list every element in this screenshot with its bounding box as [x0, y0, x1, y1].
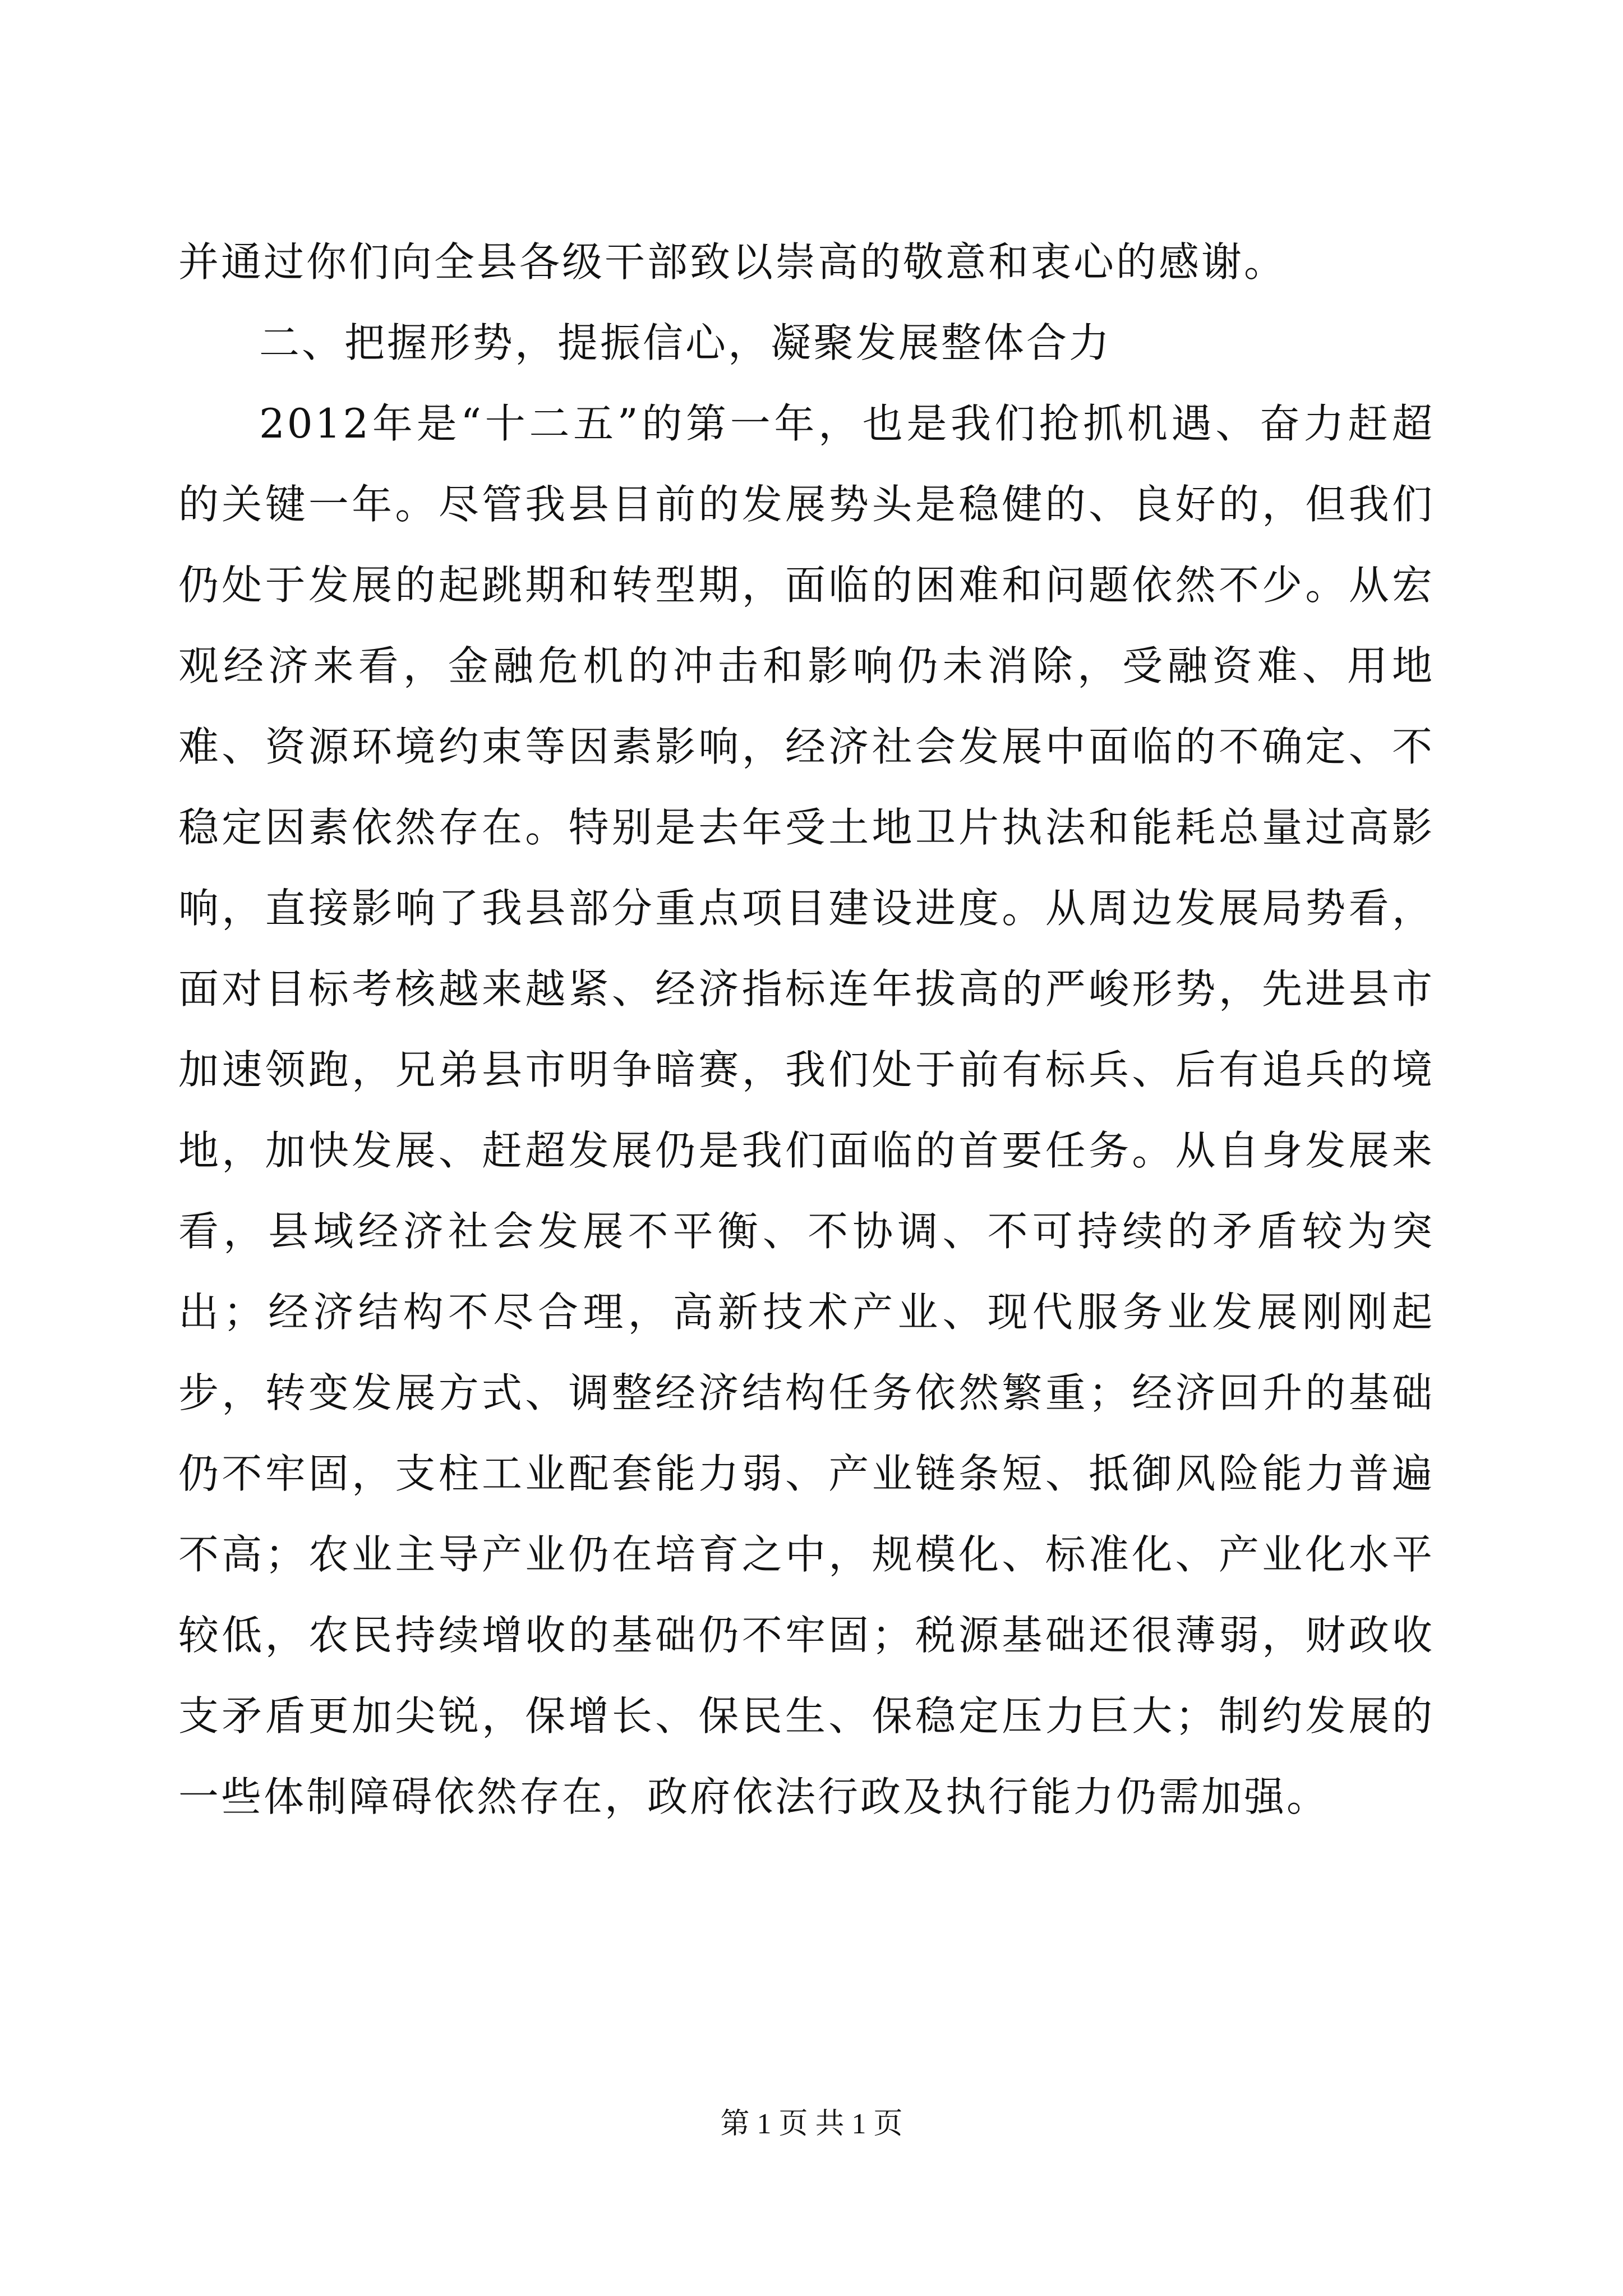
document-body	[178, 222, 1435, 1837]
section-heading: 二、把握形势，提振信心，凝聚发展整体合力	[259, 319, 1112, 366]
page-footer: 第 1 页 共 1 页	[720, 2108, 903, 2140]
paragraph-continuation: 并通过你们向全县各级干部致以崇高的敬意和衷心的感谢。	[178, 238, 1287, 286]
paragraph-body: 2012年是“十二五”的第一年，也是我们抢抓机遇、奋力赶超的关键一年。尽管我县目前的发展势头是稳健的、良好的，但我们仍处于发展的起跳期和转型期，面临的困难和问题依然不少。从宏观经济来看，金融危机的冲击和影响仍未消除，受融资难、用地难、资源环境约束等因素影响，经济社会发展中面临的不确定、不稳定因素依然存在。特别是去年受土地卫片执法和能耗总量过高影响，直接影响了我县部分重点项目建设进度。从周边发展局势看，面对目标考核越来越紧、经济指标连年拔高的严峻形势，先进县市加速领跑，兄弟县市明争暗赛，我们处于前有标兵、后有追兵的境地，加快发展、赶超发展仍是我们面临的首要任务。从自身发展来看，县域经济社会发展不平衡、不协调、不可持续的矛盾较为突出；经济结构不尽合理，高新技术产业、现代服务业发展刚刚起步，转变发展方式、调整经济结构任务依然繁重；经济回升的基础仍不牢固，支柱工业配套能力弱、产业链条短、抵御风险能力普遍不高；农业主导产业仍在培育之中，规模化、标准化、产业化水平较低，农民持续增收的基础仍不牢固；税源基础还很薄弱，财政收支矛盾更加尖锐，保增长、保民生、保稳定压力巨大；制约发展的一些体制障碍依然存在，政府依法行政及执行能力仍需加强。	[178, 400, 1435, 1820]
